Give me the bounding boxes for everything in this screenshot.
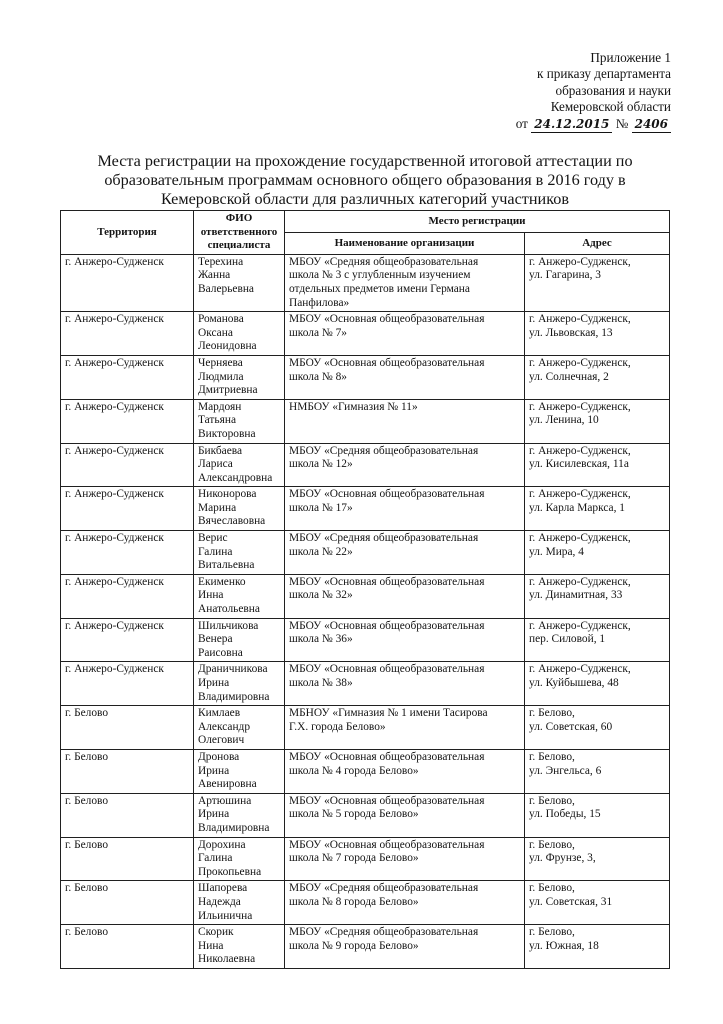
organization-cell-line: МБОУ «Средняя общеобразовательная [289,532,479,545]
organization-cell [285,399,525,443]
table-row [61,355,670,399]
fio-cell [194,355,285,399]
address-cell-line: г. Белово, [529,794,575,807]
organization-cell-line: МБОУ «Основная общеобразовательная [289,838,485,851]
organization-cell-line: МБОУ «Основная общеобразовательная [289,575,485,588]
address-cell [525,925,670,969]
organization-cell [285,881,525,925]
address-cell [525,355,670,399]
organization-cell [285,662,525,706]
document-title [60,152,670,209]
fio-cell-line: Шапорева [198,882,248,895]
organization-cell-line: отдельных предметов имени Германа [289,282,470,295]
appendix-block [516,50,671,133]
territory-cell: г. Анжеро-Судженск [61,531,194,575]
organization-cell-line: школа № 8 города Белово» [289,895,419,908]
fio-cell [194,487,285,531]
address-cell-line: г. Анжеро-Судженск, [529,356,631,369]
address-cell-line: ул. Победы, 15 [529,808,601,821]
fio-cell-line: Скорик [198,926,234,939]
organization-cell-line: МБОУ «Основная общеобразовательная [289,663,485,676]
table-header-row [61,211,670,233]
organization-cell [285,574,525,618]
fio-cell [194,399,285,443]
organization-cell [285,793,525,837]
address-cell-line: ул. Карла Маркса, 1 [529,501,625,514]
address-cell [525,487,670,531]
address-cell-line: г. Анжеро-Судженск, [529,488,631,501]
territory-cell: г. Анжеро-Судженск [61,618,194,662]
fio-cell [194,312,285,356]
column-header-territory: Территория [61,211,194,255]
address-cell-line: ул. Куйбышева, 48 [529,677,619,689]
fio-cell-line: Жанна [198,269,231,282]
fio-cell-line: Татьяна [198,414,236,427]
organization-cell-line: школа № 17» [289,501,353,514]
fio-cell-line: Прокопьевна [198,865,262,878]
address-cell [525,706,670,750]
address-cell-line: г. Белово, [529,882,575,895]
appendix-line: Кемеровской области [550,99,671,115]
fio-cell-line: Драничникова [198,663,268,676]
organization-cell [285,355,525,399]
order-number: 2406 [632,116,671,133]
fio-cell-line: Дмитриевна [198,384,258,397]
fio-cell-line: Галина [198,852,233,865]
territory-cell: г. Анжеро-Судженск [61,443,194,487]
fio-cell-line: Ирина [198,808,230,821]
table-body [61,254,670,968]
fio-cell-line: Терехина [198,255,244,268]
fio-cell-line: Ирина [198,677,230,689]
organization-cell-line: МБОУ «Основная общеобразовательная [289,619,485,632]
organization-cell-line: школа № 7» [289,326,347,339]
fio-cell [194,443,285,487]
appendix-line: Приложение 1 [590,50,671,65]
table-row [61,399,670,443]
address-cell [525,837,670,881]
fio-cell [194,749,285,793]
organization-cell [285,706,525,750]
fio-cell [194,881,285,925]
fio-cell-line: Мардоян [198,400,242,413]
fio-cell-line: Раисовна [198,646,243,659]
address-cell-line: ул. Энгельса, 6 [529,764,602,777]
fio-cell-line: Владимировна [198,821,270,834]
fio-cell [194,618,285,662]
address-cell-line: г. Анжеро-Судженск, [529,619,631,632]
address-cell-line: г. Анжеро-Судженск, [529,532,631,545]
address-cell [525,443,670,487]
address-cell-line: ул. Львовская, 13 [529,326,613,339]
fio-cell [194,837,285,881]
column-header-fio-line: ответственного [200,225,278,238]
title-line: образовательным программам основного общего образования в 2016 году в [104,171,626,189]
organization-cell-line: Панфилова» [289,296,350,309]
territory-cell: г. Белово [61,793,194,837]
territory-cell: г. Анжеро-Судженск [61,662,194,706]
table-row [61,881,670,925]
address-cell-line: ул. Южная, 18 [529,939,599,952]
table-row [61,312,670,356]
fio-cell-line: Лариса [198,458,233,471]
address-cell [525,312,670,356]
fio-cell-line: Кимлаев [198,707,241,720]
table-row [61,837,670,881]
address-cell-line: г. Анжеро-Судженск, [529,663,631,676]
organization-cell-line: МБОУ «Основная общеобразовательная [289,488,485,501]
fio-cell-line: Витальевна [198,559,255,572]
fio-cell-line: Дорохина [198,838,246,851]
address-cell-line: ул. Динамитная, 33 [529,589,623,602]
fio-cell [194,254,285,311]
fio-cell-line: Викторовна [198,427,256,440]
fio-cell-line: Леонидовна [198,340,257,353]
address-cell-line: г. Анжеро-Судженск, [529,575,631,588]
address-cell-line: ул. Фрунзе, 3, [529,852,596,865]
table-row [61,574,670,618]
fio-cell-line: Николаевна [198,953,256,966]
fio-cell [194,531,285,575]
fio-cell-line: Олегович [198,734,245,747]
address-cell-line: г. Белово, [529,838,575,851]
address-cell [525,662,670,706]
organization-cell [285,312,525,356]
territory-cell: г. Анжеро-Судженск [61,487,194,531]
organization-cell [285,254,525,311]
territory-cell: г. Белово [61,837,194,881]
address-cell [525,574,670,618]
address-cell-line: г. Белово, [529,750,575,763]
fio-cell-line: Марина [198,501,237,514]
table-row [61,925,670,969]
address-cell [525,254,670,311]
column-header-fio-line: ФИО [225,212,253,224]
registration-table [60,210,670,969]
address-cell-line: г. Анжеро-Судженск, [529,313,631,326]
fio-cell [194,793,285,837]
territory-cell: г. Белово [61,706,194,750]
fio-cell-line: Вячеславовна [198,515,266,528]
fio-cell-line: Владимировна [198,690,270,703]
address-cell [525,531,670,575]
fio-cell-line: Дронова [198,750,240,763]
organization-cell-line: МБНОУ «Гимназия № 1 имени Тасирова [289,707,488,720]
organization-cell [285,837,525,881]
fio-cell-line: Артюшина [198,794,252,807]
address-cell-line: ул. Солнечная, 2 [529,370,609,383]
address-cell-line: ул. Советская, 60 [529,720,613,733]
fio-cell-line: Шильчикова [198,619,259,632]
address-cell [525,399,670,443]
order-line [516,116,671,133]
column-header-org: Наименование организации [285,232,525,254]
table-row [61,254,670,311]
address-cell-line: г. Белово, [529,926,575,939]
organization-cell-line: школа № 7 города Белово» [289,852,419,865]
organization-cell-line: МБОУ «Основная общеобразовательная [289,794,485,807]
organization-cell-line: школа № 32» [289,589,353,602]
fio-cell-line: Людмила [198,370,244,383]
organization-cell-line: школа № 12» [289,458,353,471]
title-line: Места регистрации на прохождение государственной итоговой аттестации по [97,152,633,170]
fio-cell-line: Надежда [198,895,241,908]
table-row [61,487,670,531]
territory-cell: г. Белово [61,749,194,793]
address-cell [525,881,670,925]
organization-cell-line: школа № 5 города Белово» [289,808,419,821]
table-row [61,793,670,837]
fio-cell-line: Александр [198,720,251,733]
organization-cell-line: МБОУ «Средняя общеобразовательная [289,255,479,268]
column-header-address: Адрес [525,232,670,254]
fio-cell [194,662,285,706]
fio-cell-line: Романова [198,313,244,326]
organization-cell-line: НМБОУ «Гимназия № 11» [289,400,418,413]
organization-cell-line: школа № 4 города Белово» [289,764,419,777]
order-prefix: от [515,115,528,131]
organization-cell-line: школа № 8» [289,370,347,383]
organization-cell-line: Г.Х. города Белово» [289,720,386,733]
territory-cell: г. Анжеро-Судженск [61,574,194,618]
organization-cell-line: МБОУ «Средняя общеобразовательная [289,444,479,457]
fio-cell-line: Александровна [198,471,273,484]
organization-cell [285,531,525,575]
territory-cell: г. Анжеро-Судженск [61,312,194,356]
organization-cell-line: МБОУ «Средняя общеобразовательная [289,926,479,939]
address-cell [525,749,670,793]
address-cell-line: г. Анжеро-Судженск, [529,400,631,413]
table-row [61,443,670,487]
order-number-prefix: № [615,115,629,131]
table-row [61,531,670,575]
territory-cell: г. Анжеро-Судженск [61,355,194,399]
organization-cell-line: школа № 36» [289,633,353,646]
fio-cell [194,574,285,618]
column-header-place: Место регистрации [285,211,670,233]
appendix-line: образования и науки [555,82,671,98]
organization-cell-line: МБОУ «Основная общеобразовательная [289,750,485,763]
address-cell-line: г. Анжеро-Судженск, [529,255,631,268]
fio-cell [194,925,285,969]
address-cell-line: ул. Гагарина, 3 [529,269,601,282]
fio-cell-line: Оксана [198,326,233,339]
organization-cell [285,925,525,969]
address-cell [525,618,670,662]
column-header-fio-line: специалиста [207,239,271,252]
organization-cell [285,749,525,793]
fio-cell-line: Черняева [198,356,243,369]
organization-cell-line: школа № 3 с углубленным изучением [289,269,471,282]
organization-cell-line: МБОУ «Основная общеобразовательная [289,356,485,369]
table-row [61,749,670,793]
table-row [61,618,670,662]
fio-cell-line: Бикбаева [198,444,243,457]
territory-cell: г. Анжеро-Судженск [61,399,194,443]
table-row [61,662,670,706]
fio-cell-line: Авенировна [198,778,257,791]
territory-cell: г. Анжеро-Судженск [61,254,194,311]
organization-cell-line: МБОУ «Средняя общеобразовательная [289,882,479,895]
organization-cell [285,487,525,531]
organization-cell-line: школа № 22» [289,545,353,558]
fio-cell-line: Анатольевна [198,603,260,616]
address-cell-line: пер. Силовой, 1 [529,633,606,646]
column-header-fio [194,211,285,255]
territory-cell: г. Белово [61,925,194,969]
fio-cell-line: Нина [198,939,224,952]
organization-cell-line: школа № 38» [289,677,353,689]
fio-cell-line: Венера [198,633,233,646]
fio-cell-line: Ирина [198,764,230,777]
title-line: Кемеровской области для различных категорий участников [161,190,569,208]
fio-cell-line: Галина [198,545,233,558]
appendix-line: к приказу департамента [537,66,671,82]
table-row [61,706,670,750]
fio-cell-line: Верис [198,532,228,545]
address-cell [525,793,670,837]
address-cell-line: г. Анжеро-Судженск, [529,444,631,457]
address-cell-line: ул. Ленина, 10 [529,414,599,427]
fio-cell-line: Ильинична [198,909,253,922]
organization-cell [285,618,525,662]
fio-cell-line: Валерьевна [198,282,254,295]
address-cell-line: ул. Советская, 31 [529,895,613,908]
fio-cell-line: Инна [198,589,224,602]
fio-cell [194,706,285,750]
organization-cell [285,443,525,487]
address-cell-line: ул. Кисилевская, 11а [529,458,629,471]
territory-cell: г. Белово [61,881,194,925]
address-cell-line: г. Белово, [529,707,575,720]
fio-cell-line: Екименко [198,575,246,588]
fio-cell-line: Никонорова [198,488,257,501]
organization-cell-line: школа № 9 города Белово» [289,939,419,952]
address-cell-line: ул. Мира, 4 [529,545,584,558]
organization-cell-line: МБОУ «Основная общеобразовательная [289,313,485,326]
order-date: 24.12.2015 [531,116,612,133]
